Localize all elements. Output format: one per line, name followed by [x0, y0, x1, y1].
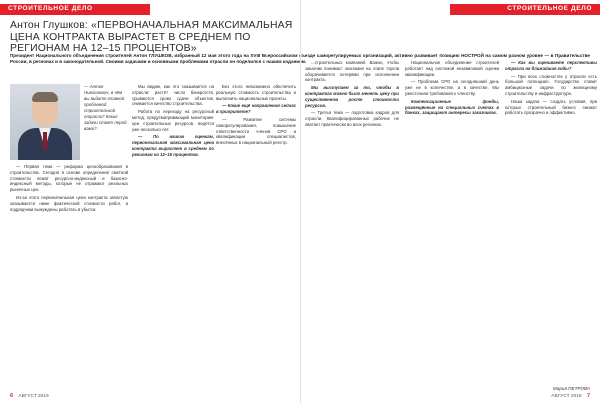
- rubric-label: СТРОИТЕЛЬНОЕ ДЕЛО: [507, 5, 592, 12]
- paragraph: — По нашим оценкам, первоначальная максимальная цена контракта вырастет в среднем по регионам на 12–15 процентов.: [132, 134, 214, 157]
- issue-date: АВГУСТ 2019: [551, 394, 582, 399]
- right-page: [300, 0, 600, 403]
- paragraph: Работа по переходу на ресурсный метод, предусматривающий мониторинг цен строительных ресурсов, ведётся уже несколько лет.: [132, 109, 214, 132]
- paragraph: Мы видим, как это сказывается на отрасли: растёт число банкротств, срываются сроки сдачи объектов, снижается качество строительства.: [132, 84, 214, 107]
- page-number: 6: [10, 393, 14, 399]
- paragraph: Национальное объединение строителей работает над системой независимой оценки квалификации.: [405, 60, 499, 77]
- paragraph: Мы выступаем за то, чтобы в контрактах можно было менять цену при существенном росте стоимости ресурсов.: [305, 85, 399, 108]
- paragraph: — При всех сложностях у отрасли есть большой потенциал. Государство ставит амбициозные задачи по жилищному строительству и инфраструктуре.: [505, 73, 597, 96]
- paragraph: Компенсационные фонды, размещённые на специальных счетах в банках, защищают интересы заказчиков.: [405, 98, 499, 116]
- paragraph: — Какие ещё направления сейчас в приоритете?: [216, 103, 296, 115]
- article-author: Мария ПЕТРОВА: [552, 386, 590, 391]
- paragraph: — Первая тема — реформа ценообразования в строительстве. Сегодня в основе определения сметной стоимости лежат ресурсно-индексный и базисно-индексный методы, которые не отражают реальных рыночных цен.: [10, 164, 128, 193]
- paragraph: — Третья тема — подготовка кадров для отрасли. Квалифицированных рабочих не хватает практически во всех регионах.: [305, 110, 399, 127]
- page-footer: [551, 393, 590, 399]
- left-column-1: [10, 164, 128, 214]
- right-column-3: [505, 60, 597, 118]
- portrait-photo: [10, 84, 80, 160]
- right-column-1: [305, 60, 399, 130]
- left-column-3: [216, 84, 296, 148]
- page-footer: [10, 393, 49, 399]
- paragraph: ...строительных компаний. Важно, чтобы заказчик понимал: экономия на этапе торгов оборачивается потерями при исполнении контракта.: [305, 60, 399, 83]
- article-headline: Антон Глушков: «ПЕРВОНАЧАЛЬНАЯ МАКСИМАЛЬНАЯ ЦЕНА КОНТРАКТА ВЫРАСТЕТ В СРЕДНЕМ ПО РЕГИОНАМ НА 12–15 ПРОЦЕНТОВ»: [10, 20, 293, 54]
- paragraph: Наша задача — создать условия, при которых строительный бизнес сможет работать прозрачно и эффективно.: [505, 98, 597, 116]
- right-column-2: [405, 60, 499, 118]
- paragraph: — Проблема СРО на сегодняшний день уже не в количестве, а в качестве. Мы ужесточили требования к членству.: [405, 79, 499, 96]
- paragraph: Без этого невозможно обеспечить реальную стоимость строительства и выполнить национальные проекты.: [216, 84, 296, 101]
- photo-tie: [43, 132, 47, 150]
- paragraph: — Развитие системы саморегулирования, повышение ответственности членов СРО и квалификации специалистов, внесённых в национальный реестр.: [216, 116, 296, 146]
- photo-question: — Антон Николаевич, в чём вы видите главной проблемой строительной отрасли? Какие задачи стоят перед вами?: [84, 84, 127, 131]
- paragraph: — Как вы оцениваете перспективы отрасли на ближайшие годы?: [505, 60, 597, 71]
- left-column-2: [132, 84, 214, 160]
- photo-hair: [32, 92, 58, 102]
- article-lead: Президент Национального объединения строителей Антон ГЛУШКОВ, избранный 12 мая этого года на XVIII Всероссийском съезде саморегулируемых организаций, активно развивает позицию НОСТРОЙ на самом разном уровне — в Правительстве России, в регионах и в законодательной. Своими задачами и основными проблемами отрасли он поделился с нашим изданием.: [10, 53, 590, 65]
- rubric-label: СТРОИТЕЛЬНОЕ ДЕЛО: [8, 5, 93, 12]
- issue-date: АВГУСТ 2019: [18, 394, 49, 399]
- paragraph: Из-за этого первоначальная цена контракта зачастую оказывается ниже фактической стоимости работ, а подрядчики вынуждены работать в убыток.: [10, 194, 128, 212]
- page-number: 7: [586, 393, 590, 399]
